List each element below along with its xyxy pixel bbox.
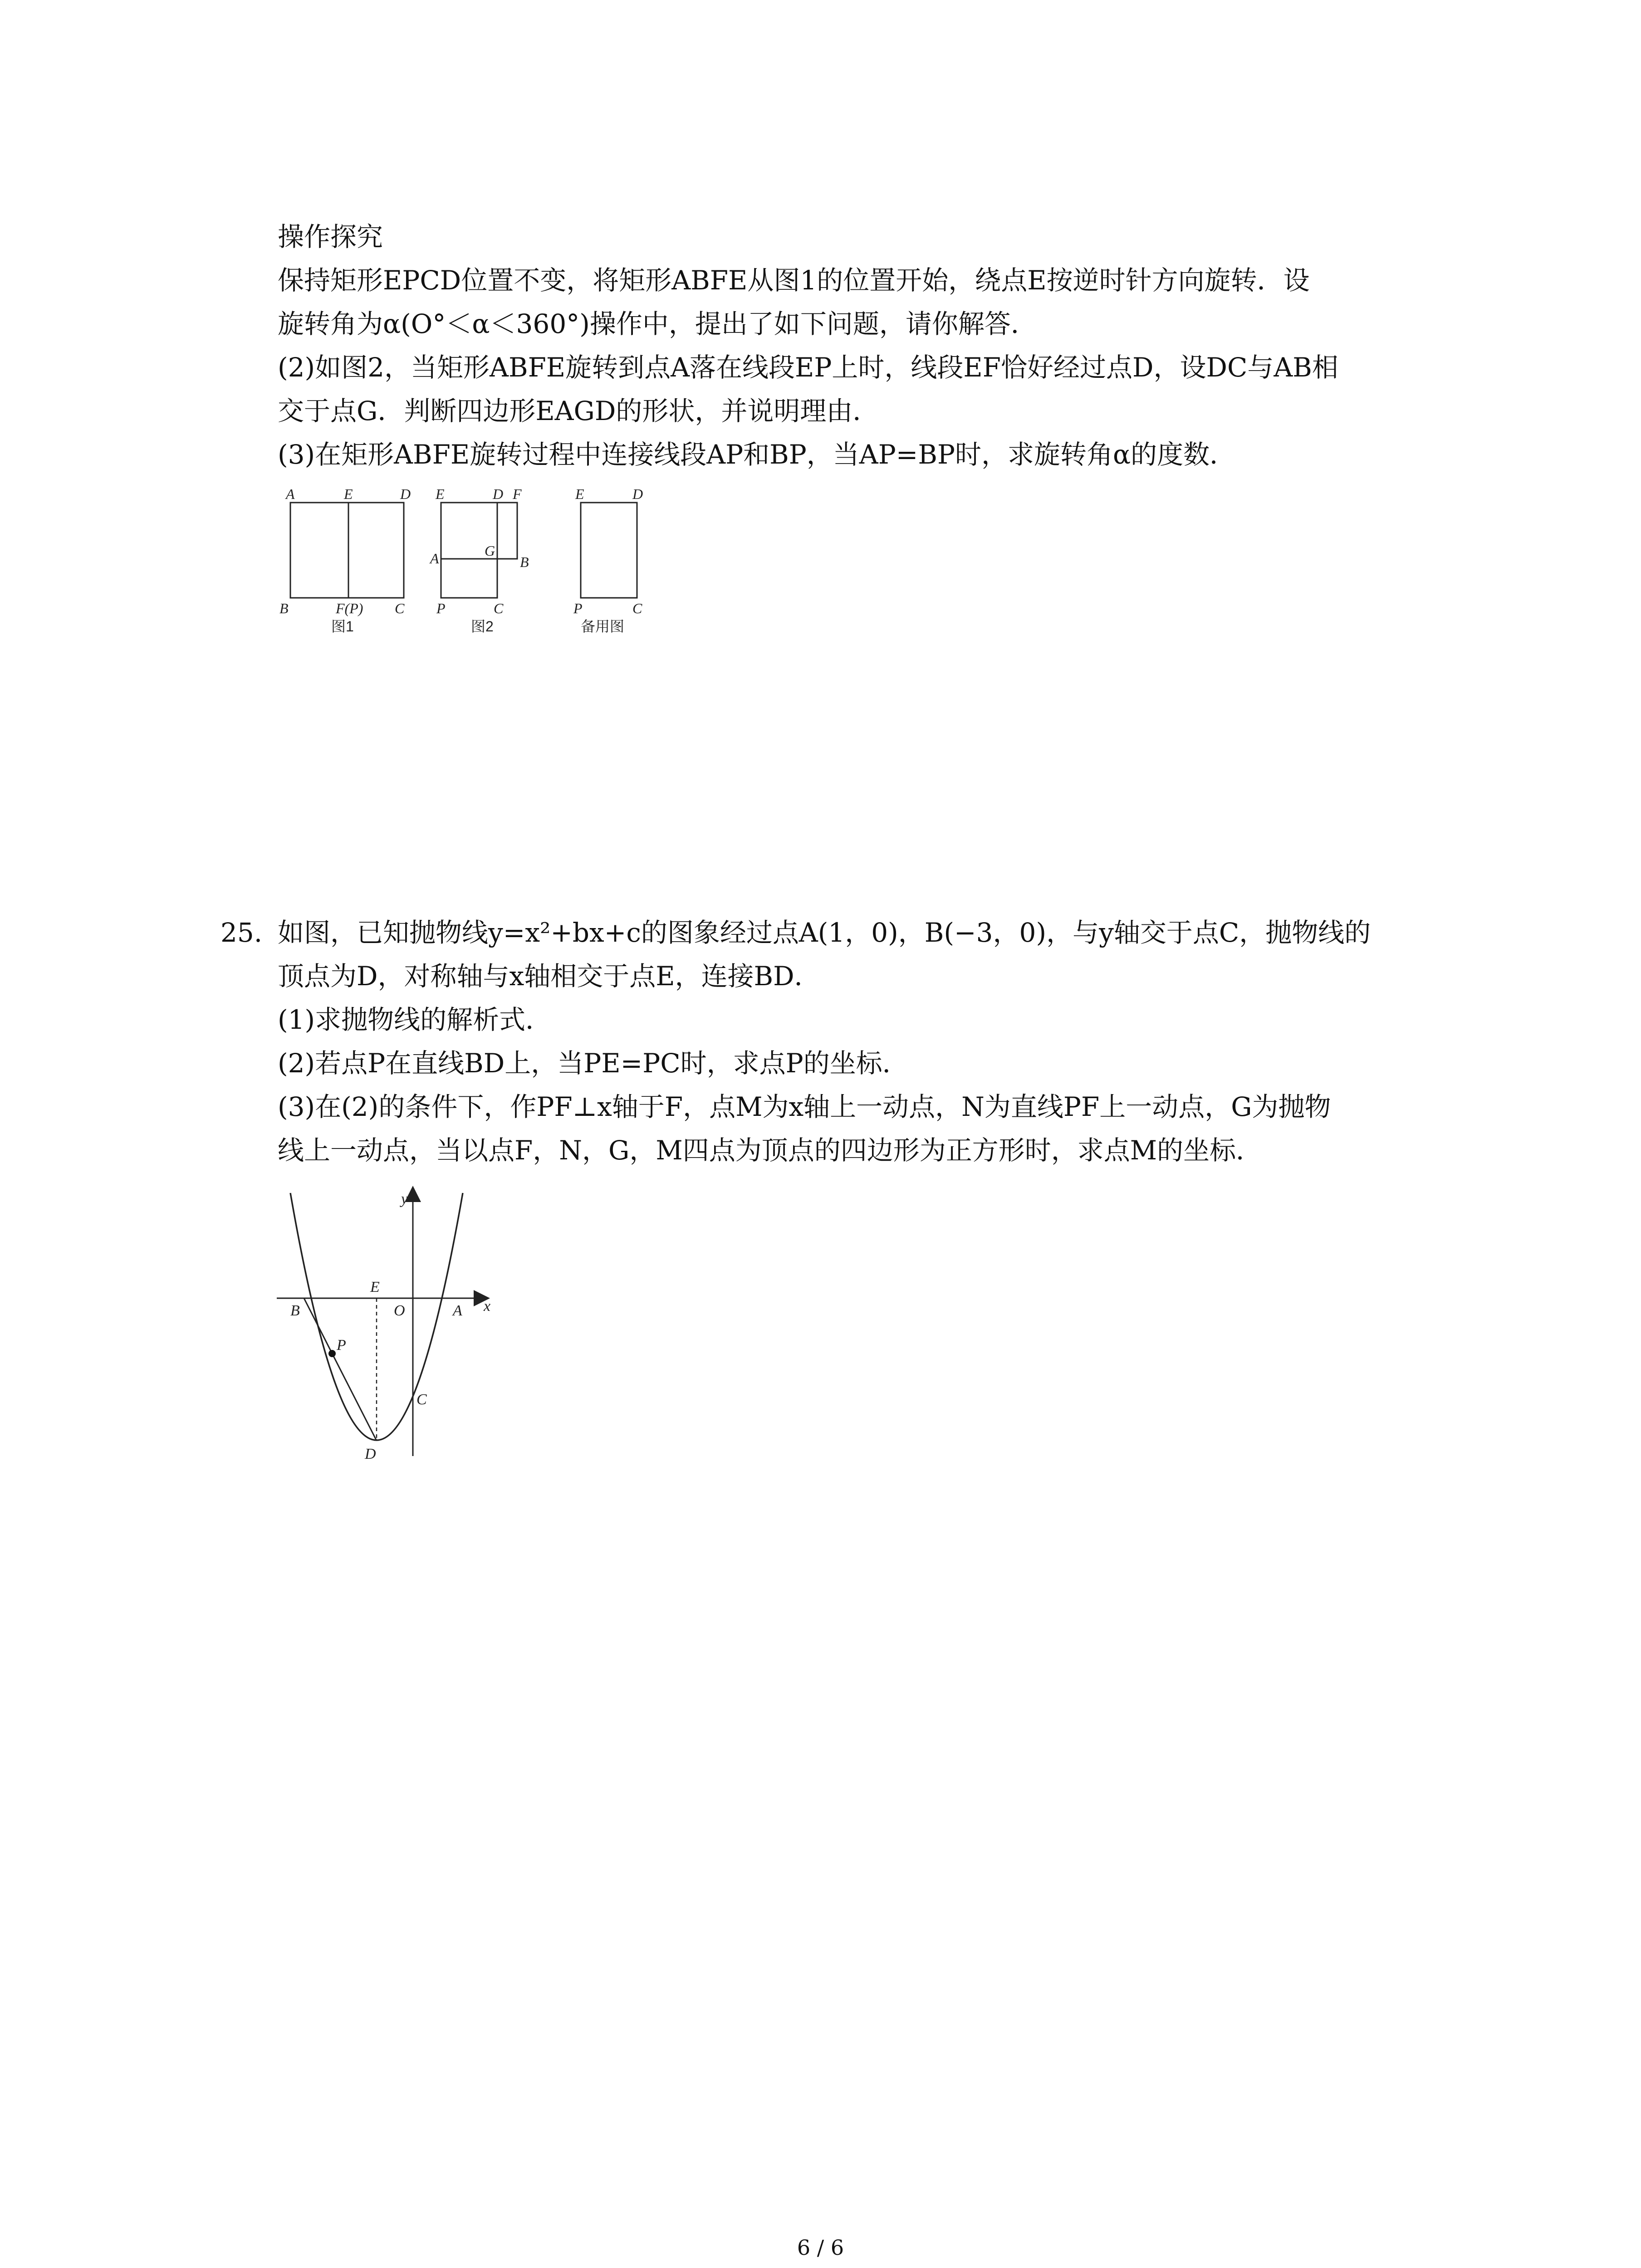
fig2-caption: 图2 (471, 618, 494, 635)
q24-figures (272, 485, 690, 644)
q25-line-5: (3)在(2)的条件下，作PF⊥x轴于F，点M为x轴上一动点，N为直线PF上一动点，G为抛物 (278, 1091, 1331, 1122)
fig2-label-d: D (493, 486, 504, 502)
q25-line-3: (1)求抛物线的解析式． (278, 1004, 552, 1035)
q25-line-2: 顶点为D，对称轴与x轴相交于点E，连接BD． (278, 961, 821, 992)
page-number: 6 / 6 (797, 2235, 844, 2260)
fig2-label-c: C (494, 600, 504, 616)
q25-line-4: (2)若点P在直线BD上，当PE=PC时，求点P的坐标． (278, 1048, 909, 1079)
label-e: E (370, 1279, 380, 1295)
fig3-label-d: D (632, 486, 643, 502)
figure-spare (581, 503, 637, 598)
label-a: A (453, 1302, 462, 1319)
fig1-caption: 图1 (331, 618, 354, 635)
fig2-label-f: F (513, 486, 522, 502)
fig3-label-p: P (573, 600, 583, 616)
q24-line-5: (3)在矩形ABFE旋转过程中连接线段AP和BP，当AP=BP时，求旋转角α的度数． (278, 439, 1236, 470)
q24-line-2: 旋转角为α(O°＜α＜360°)操作中，提出了如下问题，请你解答． (278, 308, 1037, 339)
axis-x-label: x (484, 1298, 491, 1315)
fig1-label-a: A (286, 486, 295, 502)
fig2-label-g: G (485, 543, 495, 559)
fig2-label-b: B (520, 554, 529, 570)
axis-y-label: y (401, 1191, 408, 1207)
label-p: P (337, 1337, 346, 1354)
figure-1 (290, 503, 404, 598)
section-title: 操作探究 (278, 221, 383, 252)
point-p (328, 1350, 336, 1357)
label-c: C (416, 1391, 427, 1408)
fig3-label-c: C (632, 600, 642, 616)
fig1-label-e: E (344, 486, 353, 502)
fig1-label-b: B (279, 600, 289, 616)
q25-graph (272, 1184, 508, 1465)
label-b: B (290, 1302, 300, 1319)
label-o: O (394, 1302, 405, 1319)
fig1-label-c: C (395, 600, 405, 616)
q25-number: 25. (220, 917, 263, 948)
fig3-caption: 备用图 (581, 618, 625, 635)
fig3-label-e: E (575, 486, 584, 502)
q24-line-1: 保持矩形EPCD位置不变，将矩形ABFE从图1的位置开始，绕点E按逆时针方向旋转．设 (278, 265, 1310, 296)
fig1-label-f: F(P) (336, 600, 363, 616)
fig2-label-p: P (436, 600, 446, 616)
label-d: D (365, 1446, 376, 1462)
segment-bd (304, 1298, 377, 1441)
figure-2 (441, 503, 517, 598)
fig1-label-d: D (400, 486, 411, 502)
q25-line-6: 线上一动点，当以点F，N，G，M四点为顶点的四边形为正方形时，求点M的坐标． (278, 1135, 1263, 1166)
q24-line-3: (2)如图2，当矩形ABFE旋转到点A落在线段EP上时，线段EF恰好经过点D，设DC与AB相 (278, 352, 1338, 383)
q24-line-4: 交于点G．判断四边形EAGD的形状，并说明理由． (278, 396, 879, 426)
q25-line-1: 如图，已知抛物线y=x²+bx+c的图象经过点A(1，0)，B(−3，0)，与y轴交于点C，抛物线的 (278, 917, 1371, 948)
fig2-label-a: A (430, 550, 439, 567)
fig2-label-e: E (436, 486, 445, 502)
